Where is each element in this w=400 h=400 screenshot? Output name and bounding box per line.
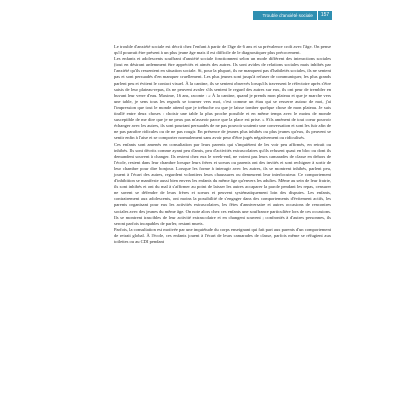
running-header bbox=[253, 11, 317, 20]
paragraph-2: Les enfants et adolescents souffrant d'anxiété sociale fonctionnent selon un mode différent des interactions sociales (tout en désirant ardemment être appréciés et aimés des autres. Ils sont avides de relations sociales mais inhibés par l'anxiété qu'ils ressentent en situation sociale. Si, pour la plupart, ils ne manquent pas d'habiletés sociales, ils ne sentent pas et sont persuadés d'en manquer cruellement. Les plus jeunes sont jusqu'à refuser de communiquer, les plus grands parlent peu et évitent le contact visuel. À la cantine, ils se sentent observés lorsqu'ils traversent le réfectoire après s'être saisis de leur plateau-repas, ils ne peuvent avaler s'ils sentent le regard des autres sur eux, ils ont peur de trembler en buvant leur verre d'eau. Maxime, 16 ans, raconte : « À la cantine, quand je prends mon plateau et que je marche vers une table, je sens tous les regards se tourner vers moi, c'est comme un étau qui se resserre autour de moi, j'ai l'impression que tout le monde attend que je trébuche ou que je laisse tomber quelque chose de mon plateau. Je suis tirallé entre deux choses : choisir une table la plus proche possible et en même temps avec le moins de monde susceptible de me dire que je ne peux pas m'asseoir parce que la place est prise. » S'ils amènent de tout coeur pouvoir échanger avec les autres, ils sont pourtant persuadés de ne pas pouvoir soutenir une conversation et sont les fuir afin de ne pas paraître ridicules ou de ne pas rougir. En présence de jeunes plus inhibés ou plus jeunes qu'eux, ils peuvent se sentir enfin à l'aise et se comporter normalement sans avoir peur d'être jugés négativement ou ridiculisés. bbox=[114, 56, 331, 141]
paragraph-3: Ces enfants sont amenés en consultation par leurs parents qui s'inquiètent de les voir peu affirmés, en retrait ou inhibés. Ils sont décrits comme ayant peu d'amis, peu d'activités extrascolaires qu'ils refusent quasi en bloc ou dont ils demandent souvent à changer. Ils restent chez eux le week-end, ne voient pas leurs camarades de classe en dehors de l'école, restent dans leur chambre lorsque leurs frères et soeurs ou parents ont des invités et sont rechigner à sortir de leur chambre pour dire bonjour. Lorsque les forme à interagir avec les autres, ils se montrent inhibés, parlent peu, jouent à l'écart des autres, regardent volontiers leurs chaussures ou demeurent leur interlocuteur. Ce comportement d'inhibition se manifeste aussi bien envers les enfants du même âge qu'envers les adultes. Même au sein de leur fratrie, ils sont inhibés et ont du mal à s'affirmer au point de laisser les autres accaparer la parole pendant les repas, censurer ne savent se défendre de leurs frères et soeurs et peuvent systématiquement loin des disputes. Les enfants, contrairement aux adolescents, ont moins la possibilité de s'engager dans des comportements d'évitement actifs, les parents organisant pour eux les activités extrascolaires, les fêtes d'anniversaire et autres occasions de rencontres sociales avec des jeunes du même âge. On note alors chez ces enfants une souffrance particulière lors de ces occasions. Ils se montrent irascibles de leur activité extrascolaire et en changent souvent ; confrontés à d'autres personnes, ils seront parfois incapables de parler, restant muets. bbox=[114, 141, 331, 226]
running-title: Trouble d'anxiété sociale bbox=[262, 13, 313, 18]
body-text bbox=[114, 44, 331, 245]
paragraph-1: Le trouble d'anxiété sociale est décrit chez l'enfant à partir de l'âge de 6 ans et sa prévalence croît avec l'âge. On pense qu'il pourrait être présent à un plus jeune âge mais il est difficile de le diagnostiquer plus précocement. bbox=[114, 44, 331, 56]
paragraph-4: Parfois, la consultation est motivée par une inquiétude du corps enseignant qui fait part aux parents d'un comportement de retrait global. À l'école, ces enfants jouent à l'écart de leurs camarades de classe, parfois même se réfugient aux toilettes ou au CDI pendant bbox=[114, 226, 331, 244]
page-number: 157 bbox=[318, 11, 332, 20]
